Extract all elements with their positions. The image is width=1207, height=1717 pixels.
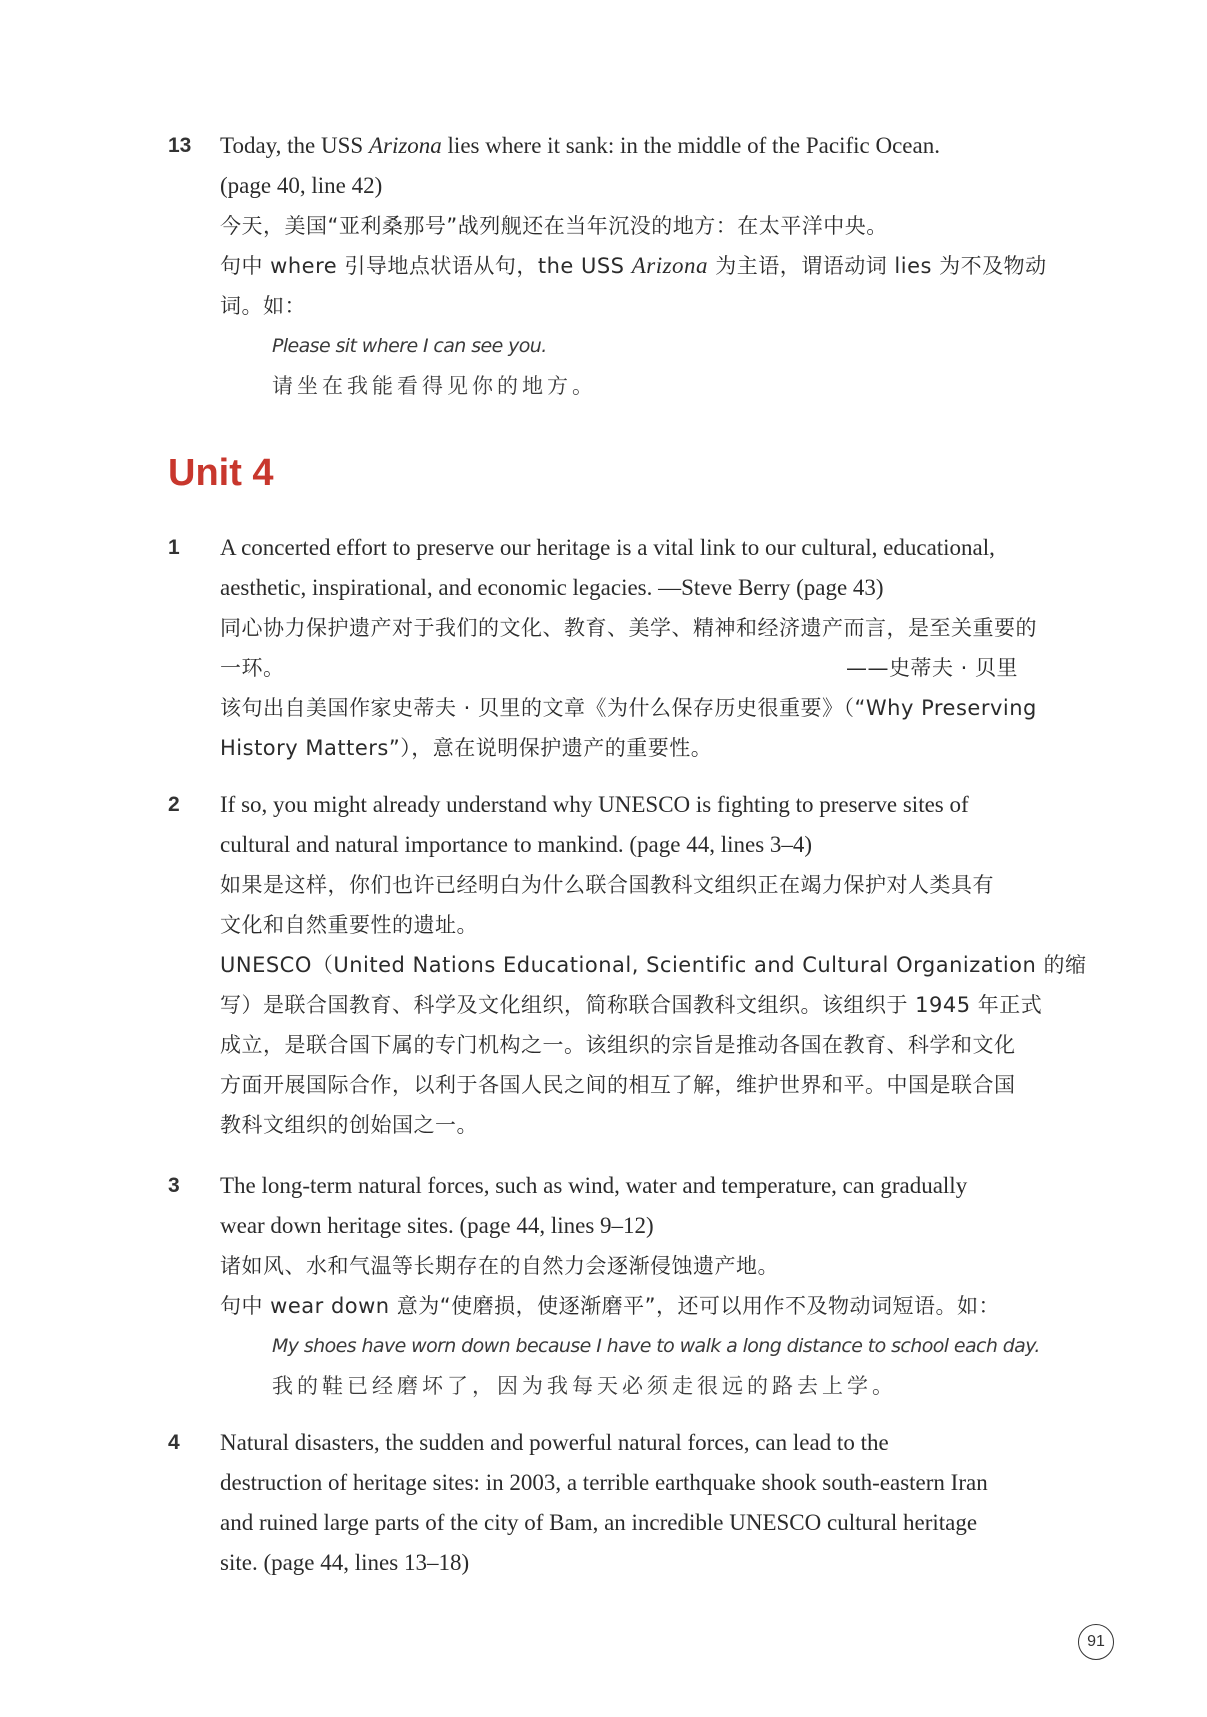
english-sentence: A concerted effort to preserve our heritage is a vital link to our cultural, educational, bbox=[220, 535, 995, 560]
chinese-translation bbox=[220, 648, 1018, 688]
english-sentence: Natural disasters, the sudden and powerful natural forces, can lead to the bbox=[220, 1430, 889, 1455]
background-note: 写）是联合国教育、科学及文化组织，简称联合国教科文组织。该组织于 1945 年正式 bbox=[220, 993, 1043, 1017]
item-number: 1 bbox=[168, 536, 180, 559]
note-item-4 bbox=[168, 1423, 1048, 1583]
note-item-3 bbox=[168, 1166, 1048, 1406]
item-number: 13 bbox=[168, 134, 192, 157]
background-note: 方面开展国际合作，以利于各国人民之间的相互了解，维护世界和平。中国是联合国 bbox=[220, 1073, 1016, 1097]
background-note: UNESCO（United Nations Educational, Scientific and Cultural Organization 的缩 bbox=[220, 953, 1087, 977]
chinese-translation: 如果是这样，你们也许已经明白为什么联合国教科文组织正在竭力保护对人类具有 bbox=[220, 873, 994, 897]
english-sentence: site. (page 44, lines 13–18) bbox=[220, 1550, 470, 1575]
background-note: 教科文组织的创始国之一。 bbox=[220, 1113, 478, 1137]
background-note: 该句出自美国作家史蒂夫 · 贝里的文章《为什么保存历史很重要》（“Why Preserving bbox=[220, 696, 1037, 720]
unit-title: Unit 4 bbox=[168, 452, 274, 494]
english-sentence: aesthetic, inspirational, and economic legacies. —Steve Berry (page 43) bbox=[220, 575, 884, 600]
english-sentence: destruction of heritage sites: in 2003, a terrible earthquake shook south-eastern Iran bbox=[220, 1470, 988, 1495]
note-item-1 bbox=[168, 528, 1048, 768]
english-sentence: and ruined large parts of the city of Bam, an incredible UNESCO cultural heritage bbox=[220, 1510, 978, 1535]
english-sentence: The long-term natural forces, such as wind, water and temperature, can gradually bbox=[220, 1173, 968, 1198]
chinese-translation: 文化和自然重要性的遗址。 bbox=[220, 913, 478, 937]
english-sentence bbox=[220, 126, 1048, 166]
grammar-note: 句中 wear down 意为“使磨损，使逐渐磨平”，还可以用作不及物动词短语。如： bbox=[220, 1294, 1001, 1318]
note-text: 句中 where 引导地点状语从句，the USS bbox=[220, 254, 632, 278]
sentence-text: Today, the USS bbox=[220, 133, 369, 158]
chinese-translation: 今天，美国“亚利桑那号”战列舰还在当年沉没的地方：在太平洋中央。 bbox=[220, 214, 888, 238]
english-sentence: cultural and natural importance to mankind. (page 44, lines 3–4) bbox=[220, 832, 813, 857]
english-sentence: wear down heritage sites. (page 44, lines 9–12) bbox=[220, 1213, 654, 1238]
example-english: Please sit where I can see you. bbox=[272, 335, 547, 357]
note-text: 为主语，谓语动词 lies 为不及物动 bbox=[708, 254, 1047, 278]
english-sentence: If so, you might already understand why UNESCO is fighting to preserve sites of bbox=[220, 792, 969, 817]
note-item-2 bbox=[168, 785, 1087, 1145]
background-note: History Matters”），意在说明保护遗产的重要性。 bbox=[220, 736, 713, 760]
chinese-translation: 同心协力保护遗产对于我们的文化、教育、美学、精神和经济遗产而言，是至关重要的 bbox=[220, 616, 1037, 640]
page-number: 91 bbox=[1078, 1624, 1114, 1660]
item-number: 4 bbox=[168, 1431, 180, 1454]
example-english: My shoes have worn down because I have to walk a long distance to school each day. bbox=[272, 1335, 1040, 1357]
example-chinese: 我的鞋已经磨坏了，因为我每天必须走很远的路去上学。 bbox=[272, 1374, 897, 1398]
example-chinese: 请坐在我能看得见你的地方。 bbox=[272, 374, 597, 398]
item-number: 3 bbox=[168, 1174, 180, 1197]
grammar-note: 词。如： bbox=[220, 294, 306, 318]
ship-name: Arizona bbox=[631, 253, 709, 278]
sentence-text: lies where it sank: in the middle of the Pacific Ocean. bbox=[441, 133, 940, 158]
translation-text: 一环。 bbox=[220, 656, 285, 680]
chinese-translation: 诸如风、水和气温等长期存在的自然力会逐渐侵蚀遗产地。 bbox=[220, 1254, 779, 1278]
note-item-13 bbox=[168, 126, 1048, 406]
ship-name: Arizona bbox=[368, 133, 442, 158]
grammar-note bbox=[220, 246, 1048, 286]
attribution: ——史蒂夫 · 贝里 bbox=[845, 656, 1018, 680]
item-number: 2 bbox=[168, 793, 180, 816]
page-reference: (page 40, line 42) bbox=[220, 173, 383, 198]
background-note: 成立，是联合国下属的专门机构之一。该组织的宗旨是推动各国在教育、科学和文化 bbox=[220, 1033, 1016, 1057]
